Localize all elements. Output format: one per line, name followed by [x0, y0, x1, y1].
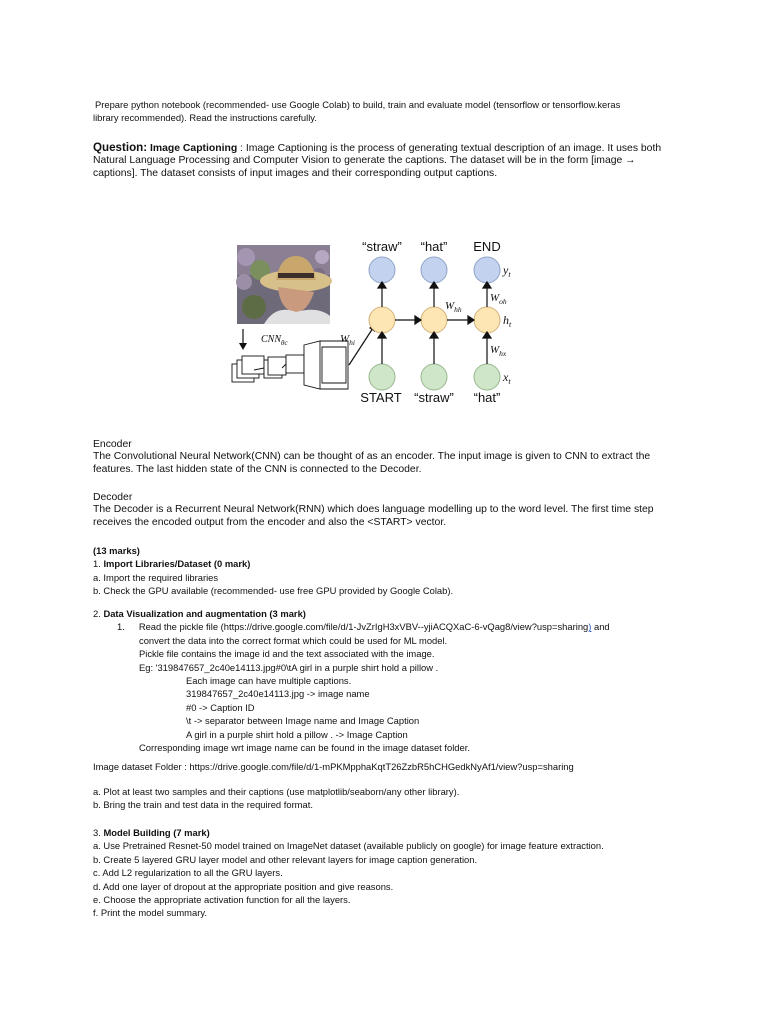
w-hx-label: $W_{hx}$ — [490, 344, 507, 358]
question-paragraph — [93, 142, 678, 180]
w-hi-label: $W_{hi}$ — [340, 333, 356, 347]
section-3-item-f: f. Print the model summary. — [93, 907, 207, 919]
intro-paragraph — [93, 98, 693, 125]
section-2-item-a: a. Plot at least two samples and their captions (use matplotlib/seaborn/any other library). — [93, 786, 460, 797]
w-oh-label: $W_{oh}$ — [490, 292, 507, 306]
intro-line-2: library recommended). Read the instructions carefully. — [93, 112, 317, 124]
section-1 — [93, 544, 693, 598]
section-2-line-8: \t -> separator between Image name and Image Caption — [186, 715, 420, 727]
encoder-title: Encoder — [93, 439, 132, 450]
section-2-heading: 2. Data Visualization and augmentation (3 mark) — [93, 608, 306, 619]
top-word-2: “hat” — [420, 239, 448, 254]
section-2-line-2: convert the data into the correct format which could be used for ML model. — [139, 634, 448, 646]
hidden-node-2 — [421, 307, 447, 333]
pickle-file-link[interactable]: Read the pickle file (https://drive.google.com/file/d/1-JvZrIgH3xVBV--yjiACQXaC-6-vQag8/view?usp=sharing — [138, 621, 589, 633]
section-3-item-a: a. Use Pretrained Resnet-50 model trained on ImageNet dataset (available publicly on google) for image feature extraction. — [93, 840, 604, 852]
intro-line-1: Prepare python notebook (recommended- use Google Colab) to build, train and evaluate model (tensorflow or tensorflow.keras — [95, 99, 621, 110]
section-3-heading: 3. Model Building (7 mark) — [93, 827, 210, 838]
bottom-word-2: “straw” — [414, 390, 454, 405]
section-2-line-7: #0 -> Caption ID — [186, 701, 255, 713]
encoder-text: The Convolutional Neural Network(CNN) can be thought of as an encoder. The input image is given to CNN to extract the features. The last hidden state of the CNN is connected to the Decoder. — [93, 451, 651, 475]
section-1-heading: 1. Import Libraries/Dataset (0 mark) — [93, 558, 251, 570]
section-2-items — [93, 785, 713, 812]
input-node-1 — [369, 364, 395, 390]
hidden-node-1 — [369, 307, 395, 333]
section-2-line-10: Corresponding image wrt image name can be found in the image dataset folder. — [139, 742, 470, 754]
input-node-2 — [421, 364, 447, 390]
output-node-1 — [369, 257, 395, 283]
encoder-section — [93, 439, 678, 476]
section-1-item-a: a. Import the required libraries — [93, 571, 219, 583]
input-node-3 — [474, 364, 500, 390]
question-text: : Image Captioning is the process of generating textual description of an image. It uses both Natural Language Processing and Computer Vision to generate the captions. The dataset will be in the form [image → captions]. The dataset consists of input images and their corresponding output captions. — [93, 143, 662, 179]
section-1-item-b: b. Check the GPU available (recommended- use free GPU provided by Google Colab). — [93, 585, 454, 597]
x-t-label: $x_t$ — [503, 370, 511, 386]
decoder-section — [93, 492, 678, 529]
hidden-node-3 — [474, 307, 500, 333]
question-label: Question: — [93, 141, 148, 154]
bottom-word-1: START — [360, 390, 402, 405]
section-3-item-b: b. Create 5 layered GRU layer model and other relevant layers for image caption generation. — [93, 853, 478, 865]
section-2-line-4: Eg: '319847657_2c40e14113.jpg#0\tA girl in a purple shirt hold a pillow . — [139, 661, 439, 673]
bottom-word-3: “hat” — [473, 390, 501, 405]
section-2-line-9: A girl in a purple shirt hold a pillow . -> Image Caption — [186, 728, 408, 740]
marks-total: (13 marks) — [93, 545, 140, 556]
output-node-2 — [421, 257, 447, 283]
section-3-item-c: c. Add L2 regularization to all the GRU layers. — [93, 867, 283, 879]
section-2-line-3: Pickle file contains the image id and the text associated with the image. — [139, 648, 435, 660]
decoder-text: The Decoder is a Recurrent Neural Network(RNN) which does language modelling up to the word level. The first time step receives the encoded output from the encoder and also the <START> vector. — [93, 504, 654, 528]
cnn-label: $CNN_{\theta c}$ — [261, 334, 288, 347]
question-topic: Image Captioning — [150, 143, 238, 154]
image-captioning-diagram — [224, 212, 544, 408]
top-word-3: END — [473, 239, 501, 254]
output-node-3 — [474, 257, 500, 283]
y-t-label: $y_t$ — [503, 263, 511, 279]
section-2-item-b: b. Bring the train and test data in the required format. — [93, 799, 313, 811]
section-2-line-5: Each image can have multiple captions. — [186, 675, 352, 687]
section-3-item-d: d. Add one layer of dropout at the appropriate position and give reasons. — [93, 880, 394, 892]
image-folder-link[interactable]: Image dataset Folder : https://drive.google.com/file/d/1-mPKMpphaKqtT26ZzbR5hCHGedkNyAf1/view?usp=sharing — [93, 761, 574, 772]
section-2-step-1: 1. Read the pickle file (https://drive.google.com/file/d/1-JvZrIgH3xVBV--yjiACQXaC-6-vQag8/view?usp=sharing) and — [117, 621, 610, 633]
section-2-line-6: 319847657_2c40e14113.jpg -> image name — [186, 688, 370, 700]
w-hh-label: $W_{hh}$ — [445, 300, 462, 314]
section-3-item-e: e. Choose the appropriate activation function for all the layers. — [93, 894, 351, 906]
section-2 — [93, 607, 713, 754]
top-word-1: “straw” — [362, 239, 402, 254]
image-folder-line — [93, 760, 713, 773]
section-3 — [93, 826, 713, 920]
decoder-title: Decoder — [93, 492, 133, 503]
sample-photo — [236, 245, 332, 324]
h-t-label: $h_t$ — [503, 313, 512, 329]
